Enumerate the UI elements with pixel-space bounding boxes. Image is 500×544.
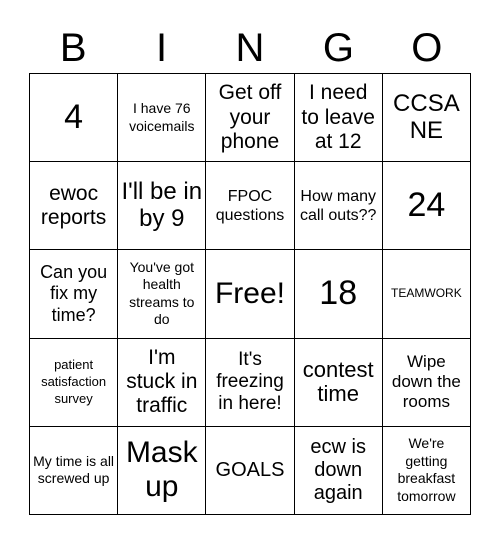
bingo-cell[interactable]: ecw is down again [295, 427, 383, 515]
header-letter-g: G [322, 26, 354, 70]
bingo-cell[interactable]: I need to leave at 12 [295, 74, 383, 162]
bingo-cell[interactable]: I have 76 voicemails [118, 74, 206, 162]
bingo-cell[interactable]: 24 [383, 162, 471, 250]
bingo-cell[interactable]: ewoc reports [30, 162, 118, 250]
bingo-header [29, 22, 471, 74]
bingo-cell[interactable]: I'm stuck in traffic [118, 339, 206, 427]
free-space-cell[interactable]: Free! [206, 250, 294, 338]
header-letter-n: N [235, 26, 265, 70]
header-letter-b: B [59, 26, 87, 70]
bingo-cell[interactable]: GOALS [206, 427, 294, 515]
bingo-cell[interactable]: 18 [295, 250, 383, 338]
bingo-cell[interactable]: contest time [295, 339, 383, 427]
bingo-cell[interactable]: We're getting breakfast tomorrow [383, 427, 471, 515]
header-letter-i: I [156, 26, 168, 70]
bingo-cell[interactable]: Wipe down the rooms [383, 339, 471, 427]
bingo-cell[interactable]: Can you fix my time? [30, 250, 118, 338]
bingo-cell[interactable]: It's freezing in here! [206, 339, 294, 427]
bingo-cell[interactable]: I'll be in by 9 [118, 162, 206, 250]
bingo-cell[interactable]: CCSANE [383, 74, 471, 162]
header-letter-o: O [411, 26, 443, 70]
bingo-cell[interactable]: How many call outs?? [295, 162, 383, 250]
bingo-board [29, 73, 471, 515]
bingo-cell[interactable]: Mask up [118, 427, 206, 515]
bingo-cell[interactable]: TEAMWORK [383, 250, 471, 338]
bingo-cell[interactable]: Get off your phone [206, 74, 294, 162]
bingo-cell[interactable]: You've got health streams to do [118, 250, 206, 338]
bingo-cell[interactable]: FPOC questions [206, 162, 294, 250]
bingo-cell[interactable]: 4 [30, 74, 118, 162]
bingo-cell[interactable]: patient satisfaction survey [30, 339, 118, 427]
bingo-cell[interactable]: My time is all screwed up [30, 427, 118, 515]
